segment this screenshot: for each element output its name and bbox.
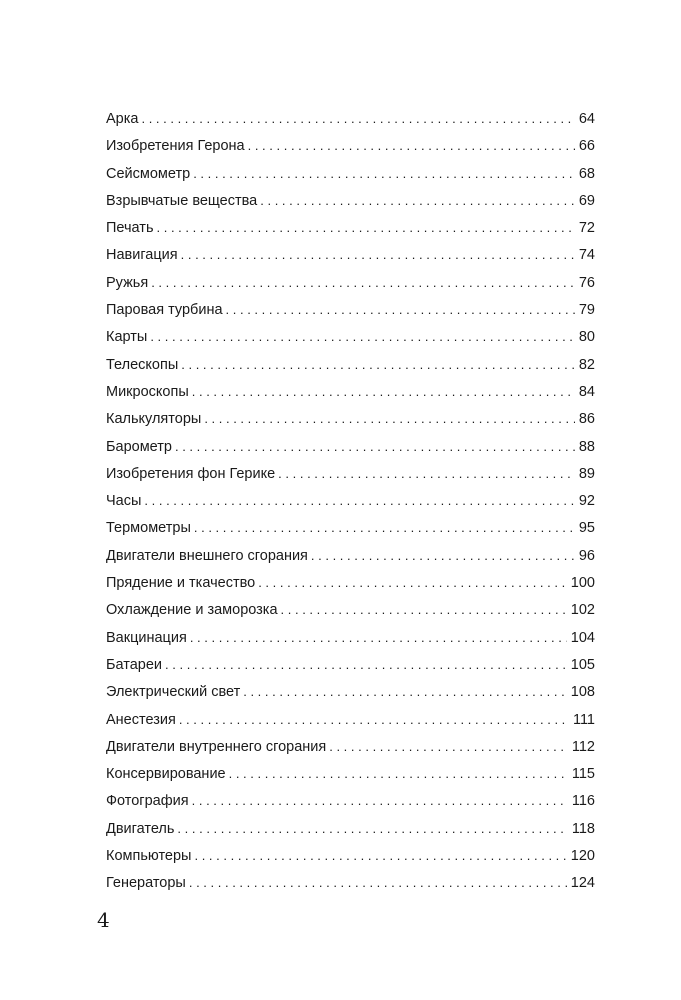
toc-entry-page: 64	[578, 111, 595, 127]
toc-entry	[106, 487, 595, 514]
toc-entry-title: Изобретения Герона	[106, 138, 245, 155]
toc-entry	[106, 733, 595, 760]
toc-entry-page: 116	[571, 793, 595, 810]
toc-entry	[106, 187, 595, 214]
toc-entry-title: Двигатели внешнего сгорания	[106, 547, 308, 564]
dot-leader	[229, 760, 568, 787]
toc-entry-page: 74	[578, 247, 595, 264]
toc-entry	[106, 596, 595, 623]
dot-leader	[248, 132, 575, 159]
toc-entry-title: Консервирование	[106, 766, 226, 783]
toc-entry-title: Фотография	[106, 793, 189, 810]
table-of-contents	[106, 105, 595, 897]
toc-entry-title: Термометры	[106, 520, 191, 537]
toc-entry	[106, 815, 595, 842]
toc-entry-page: 68	[578, 165, 595, 182]
toc-entry-title: Сейсмометр	[106, 165, 191, 182]
toc-entry-page: 111	[572, 711, 595, 728]
dot-leader	[189, 869, 567, 896]
toc-entry-title: Печать	[106, 220, 154, 237]
toc-entry-page: 80	[578, 329, 595, 346]
toc-entry-title: Микроскопы	[106, 383, 189, 400]
dot-leader	[226, 296, 575, 323]
toc-entry	[106, 460, 595, 487]
toc-entry	[106, 542, 595, 569]
toc-entry	[106, 514, 595, 541]
dot-leader	[194, 842, 566, 869]
toc-entry	[106, 351, 595, 378]
toc-entry-title: Анестезия	[106, 711, 176, 728]
dot-leader	[150, 323, 575, 350]
toc-entry-title: Телескопы	[106, 356, 179, 373]
toc-entry	[106, 296, 595, 323]
toc-entry-page: 86	[578, 411, 595, 428]
toc-entry	[106, 760, 595, 787]
toc-entry-title: Навигация	[106, 247, 178, 264]
toc-entry-title: Электрический свет	[106, 684, 241, 701]
dot-leader	[179, 706, 569, 733]
dot-leader	[281, 596, 567, 623]
toc-entry	[106, 624, 595, 651]
toc-entry-page: 115	[571, 766, 595, 783]
toc-entry-title: Компьютеры	[106, 848, 192, 865]
toc-entry-page: 88	[578, 438, 595, 455]
toc-entry	[106, 869, 595, 896]
toc-entry	[106, 241, 595, 268]
dot-leader	[193, 160, 575, 187]
toc-entry-page: 82	[578, 356, 595, 373]
toc-entry-page: 95	[578, 520, 595, 537]
toc-entry-page: 104	[570, 629, 595, 646]
toc-entry-title: Двигатель	[106, 820, 175, 837]
toc-entry	[106, 378, 595, 405]
toc-entry-page: 100	[570, 575, 595, 592]
toc-entry	[106, 323, 595, 350]
toc-entry-title: Генераторы	[106, 875, 186, 892]
toc-entry-title: Охлаждение и заморозка	[106, 602, 278, 619]
toc-entry	[106, 105, 595, 132]
dot-leader	[190, 624, 567, 651]
toc-entry-page: 76	[578, 274, 595, 291]
toc-entry-page: 120	[570, 848, 595, 865]
toc-entry	[106, 214, 595, 241]
dot-leader	[181, 241, 575, 268]
toc-entry-title: Карты	[106, 329, 148, 346]
toc-entry-title: Прядение и ткачество	[106, 575, 256, 592]
toc-entry-title: Часы	[106, 493, 142, 510]
dot-leader	[278, 460, 575, 487]
dot-leader	[192, 378, 575, 405]
toc-entry-title: Двигатели внутреннего сгорания	[106, 738, 327, 755]
toc-entry-page: 118	[571, 820, 595, 837]
dot-leader	[151, 269, 575, 296]
dot-leader	[258, 569, 567, 596]
toc-entry-title: Калькуляторы	[106, 411, 202, 428]
dot-leader	[260, 187, 575, 214]
toc-entry-title: Изобретения фон Герике	[106, 465, 276, 482]
toc-entry-page: 105	[570, 656, 595, 673]
toc-entry-title: Барометр	[106, 438, 172, 455]
dot-leader	[177, 815, 567, 842]
toc-entry-page: 92	[578, 493, 595, 510]
dot-leader	[165, 651, 567, 678]
toc-entry-title: Ружья	[106, 274, 149, 291]
toc-entry	[106, 651, 595, 678]
dot-leader	[329, 733, 568, 760]
toc-entry	[106, 706, 595, 733]
toc-entry-title: Арка	[106, 111, 139, 127]
toc-entry	[106, 160, 595, 187]
toc-entry-page: 79	[578, 302, 595, 319]
dot-leader	[157, 214, 575, 241]
toc-entry	[106, 569, 595, 596]
toc-entry-page: 112	[571, 738, 595, 755]
dot-leader	[175, 433, 575, 460]
dot-leader	[141, 105, 574, 132]
toc-entry-page: 66	[578, 138, 595, 155]
toc-entry-title: Батареи	[106, 656, 163, 673]
toc-entry-title: Паровая турбина	[106, 302, 223, 319]
toc-entry	[106, 405, 595, 432]
toc-entry-page: 96	[578, 547, 595, 564]
toc-entry-page: 124	[570, 875, 595, 892]
toc-entry	[106, 678, 595, 705]
toc-entry-page: 72	[578, 220, 595, 237]
toc-entry	[106, 433, 595, 460]
dot-leader	[144, 487, 574, 514]
toc-entry-page: 84	[578, 383, 595, 400]
toc-entry	[106, 269, 595, 296]
toc-entry	[106, 787, 595, 814]
dot-leader	[194, 514, 575, 541]
toc-entry-title: Взрывчатые вещества	[106, 192, 258, 209]
toc-entry-title: Вакцинация	[106, 629, 187, 646]
dot-leader	[311, 542, 575, 569]
dot-leader	[192, 787, 568, 814]
toc-entry-page: 69	[578, 192, 595, 209]
dot-leader	[243, 678, 567, 705]
toc-entry	[106, 132, 595, 159]
dot-leader	[181, 351, 575, 378]
toc-entry-page: 89	[578, 465, 595, 482]
toc-entry-page: 102	[570, 602, 595, 619]
dot-leader	[204, 405, 575, 432]
toc-entry	[106, 842, 595, 869]
page-number: 4	[97, 908, 110, 932]
toc-entry-page: 108	[570, 684, 595, 701]
